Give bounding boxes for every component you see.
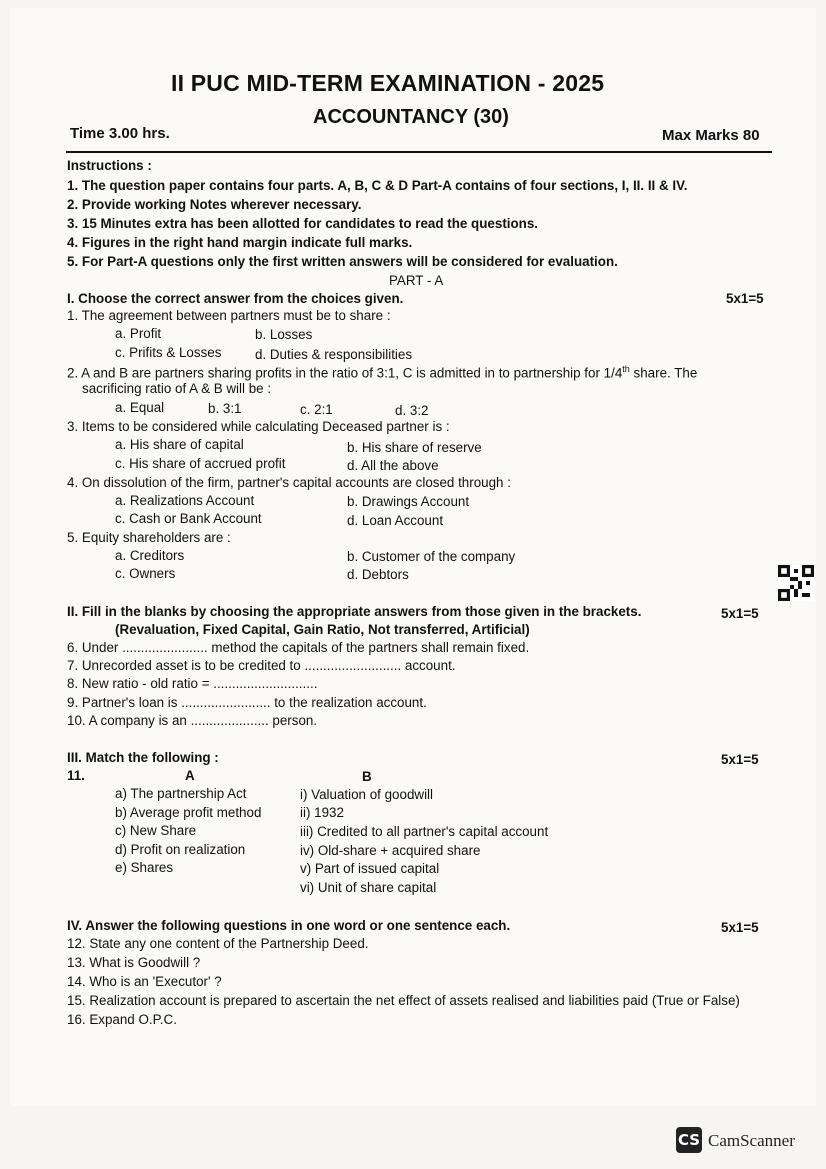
question-5: 5. Equity shareholders are :: [67, 530, 231, 545]
option: a. His share of capital: [115, 437, 244, 452]
match-b-item: vi) Unit of share capital: [300, 880, 437, 895]
column-a-header: A: [185, 768, 195, 783]
fill-blank-item: 9. Partner's loan is ........................ to the realization account.: [67, 695, 427, 710]
match-a-item: e) Shares: [115, 860, 174, 875]
instructions-heading: Instructions :: [67, 158, 152, 173]
question-2-cont: sacrificing ratio of A & B will be :: [82, 381, 272, 396]
option: c. 2:1: [300, 402, 333, 417]
instruction-item: 3. 15 Minutes extra has been allotted for candidates to read the questions.: [67, 216, 539, 231]
match-b-item: v) Part of issued capital: [300, 861, 440, 876]
qr-code-icon: [778, 565, 814, 601]
option: d. Debtors: [347, 567, 409, 582]
question-1: 1. The agreement between partners must be to share :: [67, 308, 391, 323]
match-b-item: iii) Credited to all partner's capital account: [300, 824, 549, 839]
short-answer-item: 12. State any one content of the Partnership Deed.: [67, 936, 369, 951]
match-a-item: d) Profit on realization: [115, 842, 246, 857]
question-3: 3. Items to be considered while calculating Deceased partner is :: [67, 419, 450, 434]
fill-blank-item: 8. New ratio - old ratio = ............................: [67, 676, 318, 691]
section-1-heading: I. Choose the correct answer from the choices given.: [67, 291, 404, 306]
match-b-item: ii) 1932: [300, 805, 344, 820]
option: a. Realizations Account: [115, 493, 255, 508]
option: c. His share of accrued profit: [115, 456, 286, 471]
subject-title: ACCOUNTANCY (30): [313, 106, 509, 128]
part-label: PART - A: [389, 273, 444, 288]
match-a-item: c) New Share: [115, 823, 197, 838]
fill-blank-item: 7. Unrecorded asset is to be credited to .......................... account.: [67, 658, 456, 673]
section-1-marks: 5x1=5: [726, 291, 764, 306]
option: b. Losses: [255, 327, 313, 342]
instruction-item: 4. Figures in the right hand margin indicate full marks.: [67, 235, 413, 250]
option: d. Duties & responsibilities: [255, 347, 413, 362]
option: b. 3:1: [208, 401, 242, 416]
question-11-number: 11.: [67, 768, 85, 783]
option: b. Customer of the company: [347, 549, 516, 564]
question-2: 2. A and B are partners sharing profits in the ratio of 3:1, C is admitted in to partnership for 1/4th share. The: [67, 364, 698, 381]
option: b. His share of reserve: [347, 440, 482, 455]
match-a-item: b) Average profit method: [115, 805, 262, 820]
option: c. Prifits & Losses: [115, 345, 222, 360]
short-answer-item: 14. Who is an 'Executor' ?: [67, 974, 222, 989]
question-4: 4. On dissolution of the firm, partner's capital accounts are closed through :: [67, 475, 511, 490]
exam-title: II PUC MID-TERM EXAMINATION - 2025: [171, 70, 605, 96]
option: c. Cash or Bank Account: [115, 511, 262, 526]
instruction-item: 1. The question paper contains four parts. A, B, C & D Part-A contains of four sections, I, II. II & IV.: [67, 178, 688, 193]
option: d. Loan Account: [347, 513, 444, 528]
option: d. 3:2: [395, 403, 429, 418]
section-4-heading: IV. Answer the following questions in one word or one sentence each.: [67, 918, 511, 933]
instruction-item: 2. Provide working Notes wherever necessary.: [67, 197, 362, 212]
fill-blank-item: 10. A company is an ..................... person.: [67, 713, 318, 728]
section-3-marks: 5x1=5: [721, 752, 759, 767]
option: a. Equal: [115, 400, 165, 415]
short-answer-item: 16. Expand O.P.C.: [67, 1012, 177, 1027]
max-marks: Max Marks 80: [662, 127, 760, 144]
option: d. All the above: [347, 458, 439, 473]
match-b-item: iv) Old-share + acquired share: [300, 843, 481, 858]
short-answer-item: 15. Realization account is prepared to ascertain the net effect of assets realised and liabilities paid (True or False): [67, 993, 740, 1008]
section-4-marks: 5x1=5: [721, 920, 759, 935]
section-2-marks: 5x1=5: [721, 606, 759, 621]
fill-blank-item: 6. Under ....................... method the capitals of the partners shall remain fixed.: [67, 640, 530, 655]
camscanner-logo-icon: CS: [676, 1127, 702, 1153]
match-a-item: a) The partnership Act: [115, 786, 247, 801]
camscanner-brand: CamScanner: [708, 1131, 795, 1150]
option: a. Profit: [115, 326, 162, 341]
time-label: Time 3.00 hrs.: [70, 125, 170, 142]
column-b-header: B: [362, 769, 372, 784]
option: c. Owners: [115, 566, 176, 581]
option: b. Drawings Account: [347, 494, 470, 509]
section-3-heading: III. Match the following :: [67, 750, 219, 765]
section-2-options: (Revaluation, Fixed Capital, Gain Ratio, Not transferred, Artificial): [115, 622, 530, 637]
header-rule: [66, 151, 772, 153]
instruction-item: 5. For Part-A questions only the first written answers will be considered for evaluation.: [67, 254, 618, 269]
option: a. Creditors: [115, 548, 185, 563]
section-2-heading: II. Fill in the blanks by choosing the appropriate answers from those given in the brackets.: [67, 604, 642, 619]
short-answer-item: 13. What is Goodwill ?: [67, 955, 201, 970]
match-b-item: i) Valuation of goodwill: [300, 787, 433, 802]
